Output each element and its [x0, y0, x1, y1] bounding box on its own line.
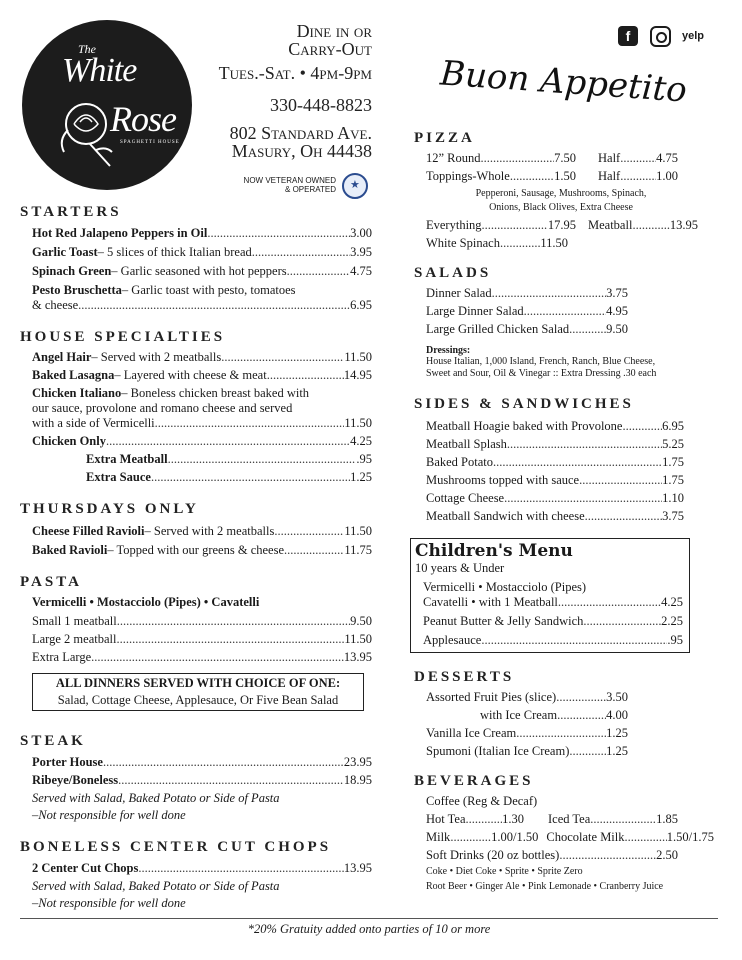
item-price: .95 — [667, 633, 683, 647]
beverages-title: BEVERAGES — [414, 773, 534, 789]
starters-list — [20, 226, 372, 313]
item-name: Angel Hair — [32, 350, 92, 364]
item-name: Chocolate Milk — [546, 830, 625, 844]
item-price: 3.75 — [606, 286, 628, 300]
menu-item — [32, 245, 372, 260]
item-name: Cottage Cheese — [426, 491, 505, 505]
item-price: 6.95 — [662, 419, 684, 433]
item-price: 1.25 — [606, 726, 628, 740]
item-desc: – Garlic toast with pesto, tomatoes — [121, 283, 296, 297]
dinners-box-text: Salad, Cottage Cheese, Applesauce, Or Five Bean Salad — [57, 693, 339, 707]
carry-out-text: Carry-Out — [288, 39, 372, 59]
pizza-title: PIZZA — [414, 130, 475, 146]
menu-item-cont — [423, 595, 683, 610]
logo-white: White — [62, 52, 137, 89]
pizza-row — [426, 151, 714, 166]
menu-item — [32, 470, 372, 485]
menu-item — [32, 773, 372, 788]
item-price: 9.50 — [606, 322, 628, 336]
menu-item — [426, 236, 568, 251]
item-name: Chicken Italiano — [32, 386, 122, 400]
dressings-line1: House Italian, 1,000 Island, French, Ranch, Blue Cheese, — [426, 356, 656, 367]
salads-title: SALADS — [414, 265, 492, 281]
item-name: White Spinach — [426, 236, 500, 250]
item-price: 11.75 — [344, 543, 372, 557]
item-name: Half — [598, 169, 621, 183]
menu-item — [423, 580, 683, 595]
kids-age: 10 years & Under — [415, 561, 505, 575]
item-name: Spinach Green — [32, 264, 112, 278]
item-name: Toppings-Whole — [426, 169, 510, 183]
desserts-title: DESSERTS — [414, 669, 515, 685]
menu-item — [426, 286, 628, 301]
item-name: Half — [598, 151, 621, 165]
item-price: 11.50 — [344, 416, 372, 430]
dine-in-text: Dine in or — [296, 21, 372, 41]
item-desc: – Boneless chicken breast baked with — [121, 386, 310, 400]
menu-item — [32, 632, 372, 647]
item-desc: – 5 slices of thick Italian bread — [97, 245, 252, 259]
item-name: Mushrooms topped with sauce — [426, 473, 580, 487]
dressings-line2: Sweet and Sour, Oil & Vinegar :: Extra Dressing .30 each — [426, 368, 657, 379]
item-price: 1.50/1.75 — [666, 830, 714, 844]
item-name: Cavatelli • with 1 Meatball — [423, 595, 558, 609]
item-name: Meatball Hoagie baked with Provolone — [426, 419, 623, 433]
instagram-icon[interactable] — [650, 26, 671, 47]
menu-item — [426, 322, 628, 337]
sides-title: SIDES & SANDWICHES — [414, 396, 634, 412]
logo-rose: Rose — [110, 99, 176, 139]
menu-item — [423, 614, 683, 629]
menu-item — [32, 543, 372, 558]
item-name: Vermicelli • Mostacciolo (Pipes) — [423, 580, 587, 594]
menu-item — [32, 368, 372, 383]
pizza-row — [426, 218, 714, 233]
menu-item — [32, 226, 372, 241]
item-name: Dinner Salad — [426, 286, 492, 300]
yelp-icon[interactable]: yelp — [682, 30, 705, 42]
item-price: 1.00 — [656, 169, 678, 183]
menu-item — [426, 473, 684, 488]
starters-title: STARTERS — [20, 204, 122, 220]
pizza-row — [426, 169, 714, 184]
logo-the: The — [78, 42, 96, 56]
logo-subtitle: SPAGHETTI HOUSE — [120, 140, 180, 145]
chops-title: BONELESS CENTER CUT CHOPS — [20, 839, 332, 855]
kids-box — [410, 538, 690, 653]
menu-item — [32, 861, 372, 876]
header-info — [200, 22, 372, 160]
facebook-icon[interactable]: f — [618, 26, 638, 46]
toppings-line2: Onions, Black Olives, Extra Cheese — [489, 202, 633, 213]
footer-divider — [20, 918, 718, 919]
chops-list — [20, 861, 372, 911]
left-column — [20, 204, 372, 911]
address-line2: Masury, Oh 44438 — [231, 141, 372, 161]
salads-list — [414, 286, 714, 380]
item-price: 4.95 — [606, 304, 628, 318]
item-desc: – Topped with our greens & cheese — [107, 543, 284, 557]
veteran-note — [210, 176, 336, 194]
menu-item — [426, 419, 684, 434]
item-price: 3.75 — [662, 509, 684, 523]
item-price: 9.50 — [350, 614, 372, 628]
item-desc: – Served with 2 meatballs — [144, 524, 275, 538]
menu-item — [426, 491, 684, 506]
pasta-list — [20, 595, 372, 665]
soft-drinks-line1: Coke • Diet Coke • Sprite • Sprite Zero — [426, 866, 583, 877]
thursdays-list — [20, 524, 372, 558]
toppings-list — [426, 187, 696, 215]
item-price: 1.25 — [606, 744, 628, 758]
item-name: with Ice Cream — [480, 708, 558, 722]
beverages-list — [414, 794, 714, 892]
item-price: 6.95 — [350, 298, 372, 312]
item-name: Large 2 meatball — [32, 632, 117, 646]
thursdays-title: THURSDAYS ONLY — [20, 501, 199, 517]
steak-list — [20, 755, 372, 823]
menu-item — [32, 755, 372, 770]
steak-title: STEAK — [20, 733, 86, 749]
house-title: HOUSE SPECIALTIES — [20, 329, 226, 345]
item-price: 11.50 — [540, 236, 568, 250]
pizza-list — [414, 151, 714, 251]
chops-note: Served with Salad, Baked Potato or Side of Pasta — [32, 879, 280, 893]
item-price: 7.50 — [554, 151, 576, 165]
steak-note2: –Not responsible for well done — [32, 808, 186, 822]
soft-drinks-line2: Root Beer • Ginger Ale • Pink Lemonade • Cranberry Juice — [426, 881, 664, 892]
item-name: Milk — [426, 830, 451, 844]
item-price: 11.50 — [344, 632, 372, 646]
item-price: 3.50 — [606, 690, 628, 704]
steak-note: Served with Salad, Baked Potato or Side of Pasta — [32, 791, 280, 805]
item-price: 1.85 — [656, 812, 678, 826]
item-price: 4.00 — [606, 708, 628, 722]
menu-item — [426, 437, 684, 452]
item-price: 1.50 — [554, 169, 576, 183]
item-name: Large Dinner Salad — [426, 304, 524, 318]
dinners-box — [32, 673, 364, 711]
item-name: Baked Ravioli — [32, 543, 108, 557]
item-name: Baked Potato — [426, 455, 494, 469]
menu-item — [426, 744, 628, 759]
item-price: 2.25 — [661, 614, 683, 628]
sides-list — [414, 419, 714, 524]
item-name: Assorted Fruit Pies (slice) — [426, 690, 557, 704]
item-price: 23.95 — [343, 755, 372, 769]
menu-item — [426, 848, 678, 863]
menu-item — [32, 350, 372, 365]
menu-item — [423, 633, 683, 648]
pasta-types: Vermicelli • Mostacciolo (Pipes) • Cavatelli — [32, 595, 260, 609]
item-name: Cheese Filled Ravioli — [32, 524, 145, 538]
item-name: Meatball Sandwich with cheese — [426, 509, 585, 523]
item-price: 1.10 — [662, 491, 684, 505]
item-name: Peanut Butter & Jelly Sandwich — [423, 614, 584, 628]
item-price: 4.25 — [350, 434, 372, 448]
item-price: 13.95 — [343, 650, 372, 664]
item-name: Vanilla Ice Cream — [426, 726, 517, 740]
item-name: Extra Large — [32, 650, 92, 664]
item-price: 13.95 — [669, 218, 698, 232]
item-desc: our sauce, provolone and romano cheese and served — [32, 401, 293, 415]
phone-text: 330-448-8823 — [270, 95, 372, 115]
pasta-title: PASTA — [20, 574, 82, 590]
menu-item — [32, 524, 372, 539]
item-name: Everything — [426, 218, 482, 232]
item-price: 18.95 — [343, 773, 372, 787]
item-name: Porter House — [32, 755, 103, 769]
tagline: Buon Appetito — [438, 53, 689, 111]
item-price: 4.75 — [350, 264, 372, 278]
item-name: Iced Tea — [548, 812, 591, 826]
veteran-line2: & OPERATED — [285, 185, 336, 194]
item-price: 1.25 — [350, 470, 372, 484]
item-name: Small 1 meatball — [32, 614, 117, 628]
item-name: Large Grilled Chicken Salad — [426, 322, 570, 336]
item-desc: – Garlic seasoned with hot peppers — [111, 264, 287, 278]
item-name: Hot Tea — [426, 812, 466, 826]
item-name: Pesto Bruschetta — [32, 283, 122, 297]
hours-text: Tues.-Sat. • 4pm-9pm — [218, 63, 372, 83]
item-price: 4.25 — [661, 595, 683, 609]
menu-item — [426, 726, 628, 741]
item-name: 12” Round — [426, 151, 481, 165]
item-name: Extra Sauce — [86, 470, 151, 484]
menu-item — [480, 708, 628, 723]
toppings-line1: Pepperoni, Sausage, Mushrooms, Spinach, — [475, 188, 647, 199]
menu-item — [32, 614, 372, 629]
item-price: 3.00 — [350, 226, 372, 240]
kids-list — [415, 580, 683, 648]
logo — [22, 20, 192, 190]
menu-item — [426, 690, 628, 705]
menu-item — [32, 434, 372, 449]
right-column — [414, 130, 714, 892]
item-price: 11.50 — [344, 524, 372, 538]
item-price: 5.25 — [662, 437, 684, 451]
item-price: 2.50 — [656, 848, 678, 862]
item-name: Extra Meatball — [86, 452, 168, 466]
item-desc: – Layered with cheese & meat — [114, 368, 267, 382]
beverage-row — [426, 830, 714, 845]
item-name: Hot Red Jalapeno Peppers in Oil — [32, 226, 208, 240]
menu-item — [426, 509, 684, 524]
item-price: 17.95 — [547, 218, 576, 232]
kids-title: Children's Menu — [415, 541, 573, 561]
menu-item — [32, 264, 372, 279]
veteran-line1: NOW VETERAN OWNED — [243, 176, 336, 185]
item-price: 1.00/1.50 — [491, 830, 539, 844]
item-name: Meatball — [588, 218, 633, 232]
item-price: 1.30 — [502, 812, 524, 826]
item-name: Applesauce — [423, 633, 482, 647]
item-desc: & cheese — [32, 298, 79, 312]
item-price: 4.75 — [656, 151, 678, 165]
item-name: Meatball Splash — [426, 437, 507, 451]
item-desc: with a side of Vermicelli — [32, 416, 155, 430]
item-price: 1.75 — [662, 455, 684, 469]
veteran-badge-icon: ★ — [342, 173, 368, 199]
menu-item — [32, 650, 372, 665]
item-desc: – Served with 2 meatballs — [91, 350, 222, 364]
item-name: Baked Lasagna — [32, 368, 115, 382]
item-price: 11.50 — [344, 350, 372, 364]
dinners-box-title: ALL DINNERS SERVED WITH CHOICE OF ONE: — [55, 676, 341, 690]
desserts-list — [414, 690, 714, 759]
item-name: Soft Drinks (20 oz bottles) — [426, 848, 560, 862]
item-name: Spumoni (Italian Ice Cream) — [426, 744, 570, 758]
coffee-item: Coffee (Reg & Decaf) — [426, 794, 538, 808]
menu-item — [32, 386, 372, 401]
beverage-row — [426, 812, 714, 827]
menu-item — [426, 455, 684, 470]
item-price: 3.95 — [350, 245, 372, 259]
item-price: 13.95 — [343, 861, 372, 875]
house-list — [20, 350, 372, 485]
menu-item-cont — [32, 416, 372, 431]
item-name: Chicken Only — [32, 434, 106, 448]
menu-item-cont — [32, 401, 372, 416]
menu-item — [426, 304, 628, 319]
chops-note2: –Not responsible for well done — [32, 896, 186, 910]
item-name: Garlic Toast — [32, 245, 98, 259]
footer-note: *20% Gratuity added onto parties of 10 or more — [247, 922, 491, 936]
menu-item-cont — [32, 298, 372, 313]
item-price: 14.95 — [343, 368, 372, 382]
item-name: 2 Center Cut Chops — [32, 861, 139, 875]
item-price: .95 — [356, 452, 372, 466]
menu-item — [32, 283, 372, 298]
item-name: Ribeye/Boneless — [32, 773, 119, 787]
menu-item — [32, 452, 372, 467]
address-line1: 802 Standard Ave. — [229, 123, 372, 143]
item-price: 1.75 — [662, 473, 684, 487]
dressings-title: Dressings: — [426, 345, 471, 356]
